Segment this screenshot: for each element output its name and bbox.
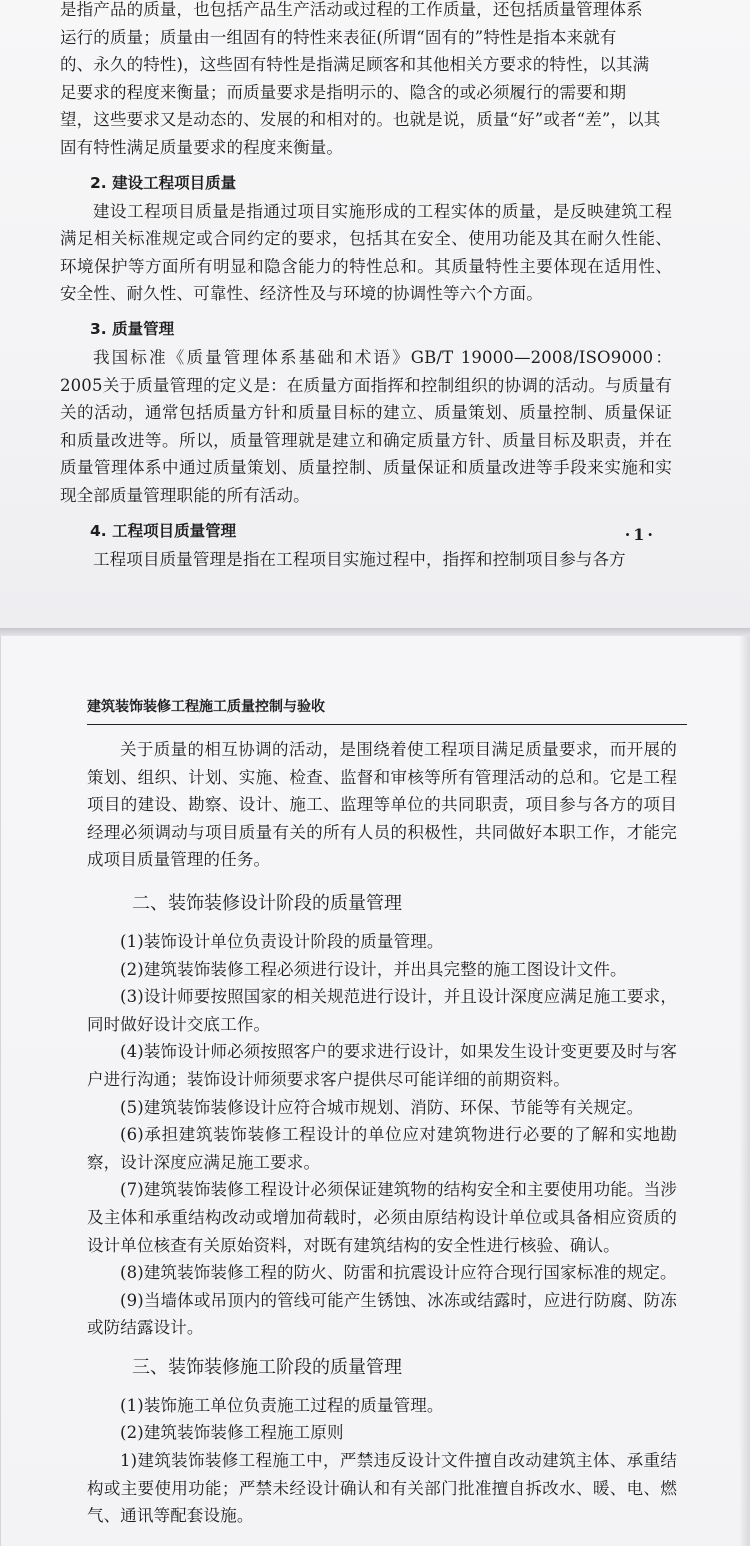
header-rule — [87, 724, 687, 725]
page2-text — [87, 736, 677, 1530]
design-item-3: (3)设计师要按照国家的相关规范进行设计，并且设计深度应满足施工要求，同时做好设计交底工作。 — [87, 987, 677, 1034]
construction-item-1: (1)装饰施工单位负责施工过程的质量管理。 — [120, 1395, 444, 1415]
top-line-1: 是指产品的质量，也包括产品生产活动或过程的工作质量，还包括质量管理体系 — [60, 0, 643, 19]
section-heading-construction-stage: 三、装饰装修施工阶段的质量管理 — [132, 1356, 402, 1378]
heading-quality-management: 3. 质量管理 — [90, 319, 175, 338]
section-heading-design-stage: 二、装饰装修设计阶段的质量管理 — [132, 892, 402, 914]
design-item-5: (5)建筑装饰装修设计应符合城市规划、消防、环保、节能等有关规定。 — [120, 1097, 644, 1117]
paragraph-quality-management: 我国标准《质量管理体系基础和术语》GB/T 19000—2008/ISO9000：2005关于质量管理的定义是：在质量方面指挥和控制组织的协调的活动。与质量有关的活动，通常包括质量方针和质量目标的建立、质量策划、质量控制、质量保证和质量改进等。所以，质量管理就是建立和确定质量方针、质量目标及职责，并在质量管理体系中通过质量策划、质量控制、质量保证和质量改进等手段来实施和实现全部质量管理职能的所有活动。 — [60, 347, 672, 505]
design-item-8: (8)建筑装饰装修工程的防火、防雷和抗震设计应符合现行国家标准的规定。 — [120, 1263, 677, 1283]
book-page-2 — [0, 636, 750, 1546]
design-item-4: (4)装饰设计师必须按照客户的要求进行设计，如果发生设计变更要及时与客户进行沟通；装饰设计师须要求客户提供尽可能详细的前期资料。 — [87, 1042, 677, 1089]
page1-text — [60, 0, 672, 573]
heading-construction-project-quality: 2. 建设工程项目质量 — [90, 173, 237, 192]
design-item-9: (9)当墙体或吊顶内的管线可能产生锈蚀、冰冻或结露时，应进行防腐、防冻或防结露设计。 — [87, 1290, 677, 1338]
top-line-2: 运行的质量；质量由一组固有的特性来表征(所谓“固有的”特性是指本来就有 — [60, 27, 617, 47]
running-head: 建筑装饰装修工程施工质量控制与验收 — [87, 699, 325, 715]
construction-item-3: 1)建筑装饰装修工程施工中，严禁违反设计文件擅自改动建筑主体、承重结构或主要使用功能；严禁未经设计确认和有关部门批准擅自拆改水、暖、电、燃气、通讯等配套设施。 — [87, 1451, 677, 1526]
page-number: ·1· — [624, 525, 656, 544]
design-item-7: (7)建筑装饰装修工程设计必须保证建筑物的结构安全和主要使用功能。当涉及主体和承重结构改动或增加荷载时，必须由原结构设计单位或具备相应资质的设计单位核查有关原始资料，对既有建筑结构的安全性进行核验、确认。 — [87, 1180, 677, 1255]
paragraph-project-quality-management: 工程项目质量管理是指在工程项目实施过程中，指挥和控制项目参与各方 — [93, 549, 626, 569]
construction-item-2: (2)建筑装饰装修工程施工原则 — [120, 1423, 344, 1443]
book-page-1 — [0, 0, 750, 628]
heading-project-quality-management: 4. 工程项目质量管理 — [90, 521, 237, 540]
paragraph-continued: 关于质量的相互协调的活动，是围绕着使工程项目满足质量要求，而开展的策划、组织、计划、实施、检查、监督和审核等所有管理活动的总和。它是工程项目的建设、勘察、设计、施工、监理等单位的共同职责，项目参与各方的项目经理必须调动与项目质量有关的所有人员的积极性，共同做好本职工作，才能完成项目质量管理的任务。 — [87, 740, 677, 870]
top-line-5: 望，这些要求又是动态的、发展的和相对的。也就是说，质量“好”或者“差”，以其 — [60, 110, 661, 130]
top-line-4: 足要求的程度来衡量；而质量要求是指明示的、隐含的或必须履行的需要和期 — [60, 82, 627, 102]
design-item-6: (6)承担建筑装饰装修工程设计的单位应对建筑物进行必要的了解和实地勘察，设计深度应满足施工要求。 — [87, 1125, 677, 1172]
page-gap — [0, 628, 750, 636]
design-item-1: (1)装饰设计单位负责设计阶段的质量管理。 — [120, 931, 444, 951]
top-line-3: 的、永久的特性)，这些固有特性是指满足顾客和其他相关方要求的特性，以其满 — [60, 55, 650, 75]
top-line-6: 固有特性满足质量要求的程度来衡量。 — [60, 137, 344, 157]
design-item-2: (2)建筑装饰装修工程必须进行设计，并出具完整的施工图设计文件。 — [120, 959, 627, 979]
paragraph-construction-project-quality: 建设工程项目质量是指通过项目实施形成的工程实体的质量，是反映建筑工程满足相关标准规定或合同约定的要求，包括其在安全、使用功能及其在耐久性能、环境保护等方面所有明显和隐含能力的特性总和。其质量特性主要体现在适用性、安全性、耐久性、可靠性、经济性及与环境的协调性等六个方面。 — [60, 201, 672, 304]
